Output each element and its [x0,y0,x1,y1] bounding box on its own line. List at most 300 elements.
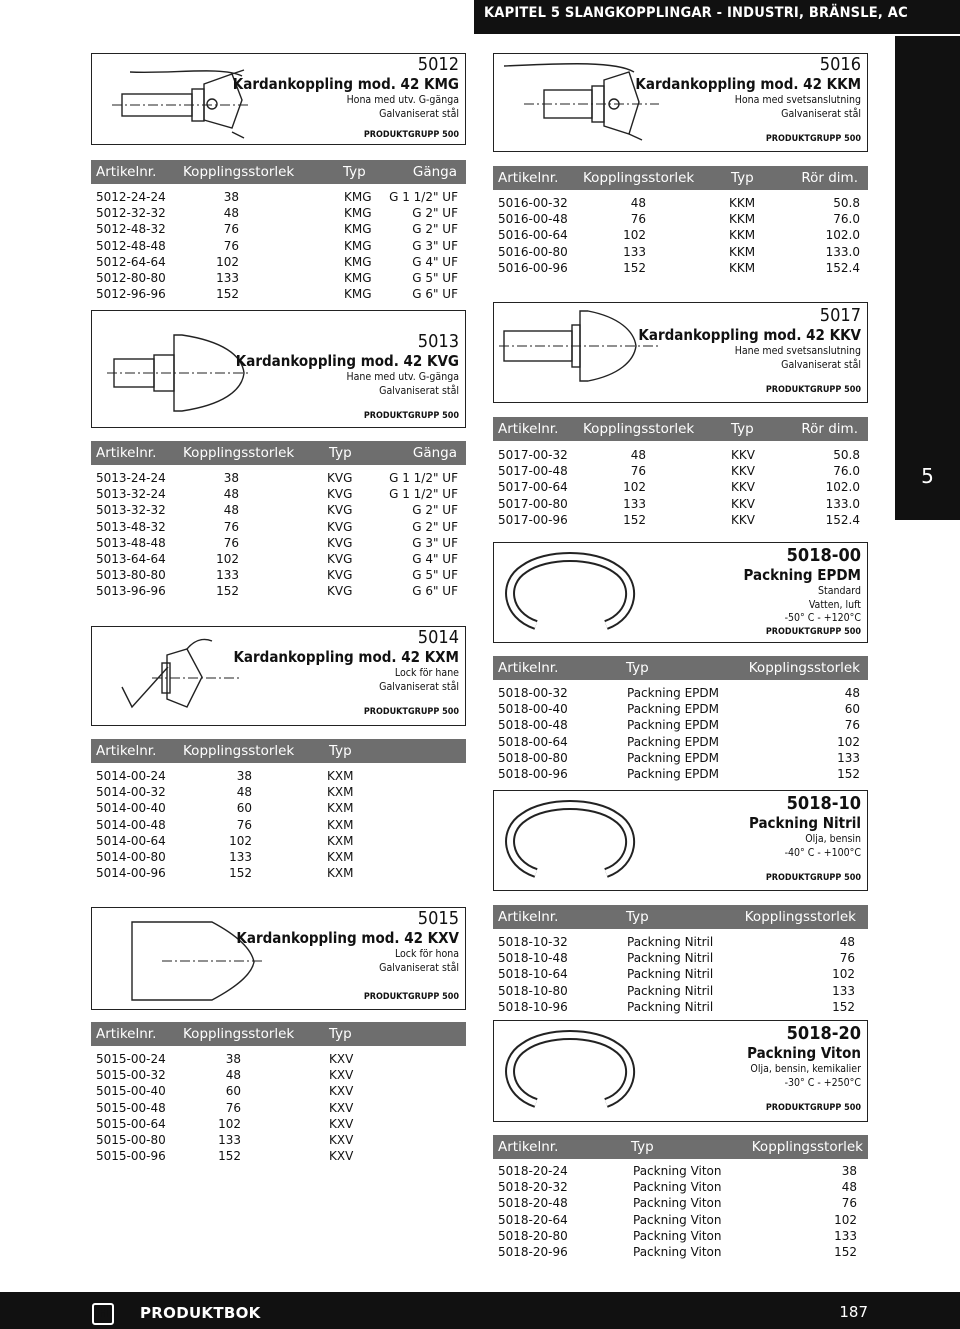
table-cell: KVG [327,535,353,550]
table-5016 [498,196,860,277]
table-row [96,190,458,206]
table-5013 [96,471,458,601]
table-row [498,735,860,751]
table-row [498,497,860,513]
table-row [96,850,458,866]
table-cell: G 2" UF [412,206,458,221]
table-header-5018-10 [493,905,868,929]
table-cell: 5013-96-96 [96,584,166,599]
table-row [96,866,458,882]
table-cell: 76.0 [833,464,860,479]
table-cell: 76 [844,718,860,733]
product-number: 5013 [417,331,459,352]
table-cell: Packning EPDM [627,750,719,765]
coupling-kmg-drawing [92,54,252,146]
table-header-5018-00 [493,656,868,680]
table-cell: KXM [327,817,354,832]
table-cell: 60 [236,801,252,816]
table-row [96,471,458,487]
table-cell: 133 [229,849,252,864]
table-cell: 76 [630,464,646,479]
product-desc-1: Olja, bensin [805,833,861,845]
table-cell: Packning Viton [633,1244,722,1259]
table-cell: 102 [623,480,646,495]
table-cell: KMG [344,190,372,204]
table-cell: KKM [729,244,756,259]
chapter-tab [895,36,960,520]
table-cell: KXV [329,1100,354,1115]
product-group: PRODUKTGRUPP 500 [765,385,861,395]
col-storlek: Kopplingsstorlek [744,909,856,925]
table-row [498,1245,860,1261]
table-cell: 133 [837,750,860,765]
table-cell: 50.8 [833,448,860,462]
chapter-header: KAPITEL 5 SLANGKOPPLINGAR - INDUSTRI, BRÄNSLE, AC [474,0,960,34]
table-row [498,702,860,718]
table-cell: 48 [630,448,646,462]
product-desc-1: Hona med svetsanslutning [734,94,861,106]
table-row [498,984,860,1000]
table-cell: 5012-80-80 [96,270,166,285]
product-group: PRODUKTGRUPP 500 [765,1103,861,1113]
product-desc-1: Hane med svetsanslutning [734,345,861,357]
table-cell: 5015-00-24 [96,1052,166,1066]
table-cell: 76 [225,1100,241,1115]
table-cell: 133.0 [825,496,860,511]
product-title: Packning EPDM [743,566,861,584]
table-cell: 5014-00-40 [96,801,166,816]
table-cell: 133 [623,244,646,259]
product-desc-1: Lock för hona [394,948,459,960]
table-cell: Packning EPDM [627,734,719,749]
table-cell: KKM [729,196,756,210]
table-cell: KXM [327,769,354,783]
table-cell: 133.0 [825,244,860,259]
col-storlek: Kopplingsstorlek [583,421,695,437]
table-row [96,818,458,834]
table-cell: Packning Nitril [627,951,714,966]
table-row [96,255,458,271]
table-cell: G 3" UF [412,238,458,253]
table-5015 [96,1052,458,1165]
product-group: PRODUKTGRUPP 500 [765,134,861,144]
product-desc-2: -30° C - +250°C [784,1076,861,1089]
product-desc-2: Galvaniserat stål [379,384,459,397]
col-artikelnr: Artikelnr. [96,164,157,180]
table-cell: KXV [329,1132,354,1147]
table-cell: 133 [216,270,239,285]
table-cell: 102 [218,1116,241,1131]
table-cell: 102 [834,1212,857,1227]
product-card-5013 [91,310,466,428]
table-cell: 48 [236,785,252,800]
table-cell: 5013-80-80 [96,568,166,583]
table-cell: 5018-10-80 [498,983,568,998]
table-cell: 152 [832,999,855,1014]
product-card-5014 [91,626,466,726]
table-cell: G 2" UF [412,519,458,534]
table-cell: 133 [218,1132,241,1147]
table-cell: KMG [344,206,372,221]
table-row [96,1068,458,1084]
table-row [498,951,860,967]
table-cell: KMG [344,287,372,302]
table-cell: G 5" UF [412,568,458,583]
table-cell: 152 [834,1244,857,1259]
table-cell: 48 [839,935,855,949]
table-cell: 5014-00-32 [96,785,166,800]
table-cell: KVG [327,487,353,502]
col-artikelnr: Artikelnr. [498,170,559,186]
table-row [498,448,860,464]
table-cell: 5013-48-48 [96,535,166,550]
col-storlek: Kopplingsstorlek [183,743,295,759]
col-artikelnr: Artikelnr. [96,1026,157,1042]
product-desc-2: Galvaniserat stål [379,961,459,974]
table-cell: 5015-00-96 [96,1149,166,1164]
table-cell: 76 [223,238,239,253]
col-typ: Typ [329,445,352,461]
table-cell: KXM [327,785,354,800]
coupling-kvg-drawing [92,311,252,429]
table-cell: 5016-00-80 [498,244,568,259]
table-cell: 102.0 [825,228,860,243]
col-storlek: Kopplingsstorlek [583,170,695,186]
table-cell: KXV [329,1084,354,1099]
table-cell: 5017-00-64 [498,480,568,495]
table-cell: 5018-10-96 [498,999,568,1014]
table-header-5017 [493,417,868,441]
table-cell: 133 [216,568,239,583]
table-cell: 48 [223,503,239,518]
table-row [498,228,860,244]
table-cell: 5018-10-48 [498,951,568,966]
col-typ: Typ [329,743,352,759]
table-row [96,222,458,238]
table-row [498,1229,860,1245]
chapter-tab-number: 5 [921,464,934,488]
table-cell: KVG [327,519,353,534]
brand-logo-icon: H [92,1303,114,1325]
table-cell: 5015-00-40 [96,1084,166,1099]
table-cell: Packning Nitril [627,967,714,982]
table-cell: 102 [623,228,646,243]
table-cell: KXV [329,1068,354,1083]
table-header-5012 [91,160,466,184]
table-row [498,1196,860,1212]
table-row [96,206,458,222]
table-row [96,520,458,536]
table-cell: KMG [344,222,372,237]
col-storlek: Kopplingsstorlek [751,1139,863,1155]
product-title: Kardankoppling mod. 42 KXV [236,929,459,947]
table-cell: 38 [223,190,239,204]
table-cell: 133 [834,1228,857,1243]
table-row [96,769,458,785]
table-cell: 48 [225,1068,241,1083]
table-cell: 5018-20-80 [498,1228,568,1243]
table-cell: 5018-20-96 [498,1244,568,1259]
table-cell: 5017-00-32 [498,448,568,462]
table-cell: 5016-00-32 [498,196,568,210]
table-row [96,1149,458,1165]
table-cell: G 2" UF [412,503,458,518]
product-card-5016 [493,53,868,152]
table-5017 [498,448,860,529]
product-desc-1: Hona med utv. G-gänga [346,94,459,106]
product-title: Kardankoppling mod. 42 KKV [638,326,861,344]
product-title: Kardankoppling mod. 42 KMG [232,75,459,93]
table-cell: Packning Nitril [627,935,714,949]
table-cell: KKV [731,496,755,511]
table-cell: 5018-10-32 [498,935,568,949]
table-row [498,245,860,261]
col-typ: Typ [731,170,754,186]
col-storlek: Kopplingsstorlek [183,445,295,461]
table-cell: 152 [216,287,239,302]
footer-label: PRODUKTBOK [140,1304,261,1322]
product-card-5017 [493,302,868,403]
table-5012 [96,190,458,303]
table-cell: 5015-00-64 [96,1116,166,1131]
table-cell: 5017-00-96 [498,512,568,527]
table-cell: 133 [832,983,855,998]
product-group: PRODUKTGRUPP 500 [363,707,459,717]
col-storlek: Kopplingsstorlek [748,660,860,676]
table-cell: 76 [839,951,855,966]
product-title: Packning Nitril [748,814,861,832]
table-cell: 152 [218,1149,241,1164]
col-artikelnr: Artikelnr. [498,660,559,676]
table-cell: Packning Nitril [627,983,714,998]
table-row [498,464,860,480]
product-title: Kardankoppling mod. 42 KVG [235,352,459,370]
table-cell: 48 [630,196,646,210]
table-cell: 5015-00-32 [96,1068,166,1083]
table-cell: KMG [344,270,372,285]
table-cell: KVG [327,584,353,599]
table-cell: 76 [223,519,239,534]
table-header-5013 [91,441,466,465]
product-number: 5017 [819,305,861,326]
col-typ: Typ [329,1026,352,1042]
table-cell: 5018-20-48 [498,1196,568,1211]
table-cell: 38 [236,769,252,783]
table-row [96,536,458,552]
table-cell: 5018-00-48 [498,718,568,733]
table-cell: 102 [216,551,239,566]
table-cell: Packning EPDM [627,766,719,781]
table-cell: 102 [216,254,239,269]
table-row [96,801,458,817]
table-cell: KVG [327,568,353,583]
table-cell: G 6" UF [412,287,458,302]
table-cell: 38 [225,1052,241,1066]
table-cell: 152 [216,584,239,599]
col-storlek: Kopplingsstorlek [183,1026,295,1042]
col-artikelnr: Artikelnr. [96,445,157,461]
product-group: PRODUKTGRUPP 500 [363,411,459,421]
table-5018-10 [498,935,860,1016]
product-number: 5014 [417,627,459,648]
table-cell: 5014-00-64 [96,833,166,848]
table-cell: 133 [623,496,646,511]
col-artikelnr: Artikelnr. [498,421,559,437]
table-row [498,480,860,496]
table-cell: KXM [327,833,354,848]
table-cell: KKV [731,512,755,527]
table-cell: KMG [344,254,372,269]
table-5018-00 [498,686,860,783]
table-row [498,1180,860,1196]
table-cell: 76.0 [833,212,860,227]
table-row [96,1101,458,1117]
table-cell: 5018-00-40 [498,702,568,717]
table-cell: G 6" UF [412,584,458,599]
table-cell: KKM [729,212,756,227]
table-cell: 152.4 [825,512,860,527]
col-typ: Typ [626,660,649,676]
table-cell: G 1 1/2" UF [389,471,458,485]
table-cell: KKM [729,260,756,275]
table-cell: 152 [623,512,646,527]
table-row [96,1084,458,1100]
page-number: 187 [839,1303,868,1321]
table-cell: 50.8 [833,196,860,210]
table-cell: 48 [223,487,239,502]
table-row [498,1000,860,1016]
table-cell: 76 [841,1196,857,1211]
product-desc-3: -50° C - +120°C [784,612,861,624]
footer-bar [0,1292,960,1329]
col-artikelnr: Artikelnr. [96,743,157,759]
table-row [96,584,458,600]
col-ganga: Gänga [412,445,457,461]
table-row [498,718,860,734]
table-row [96,487,458,503]
table-cell: 152 [229,866,252,881]
table-cell: 152 [623,260,646,275]
table-cell: KKM [729,228,756,243]
table-row [96,239,458,255]
table-row [498,686,860,702]
product-group: PRODUKTGRUPP 500 [363,992,459,1002]
table-header-5014 [91,739,466,763]
product-card-5012 [91,53,466,145]
table-cell: 5018-20-24 [498,1164,568,1178]
gasket-epdm-drawing [494,543,654,644]
table-cell: 5012-24-24 [96,190,166,204]
product-card-5018-20 [493,1020,868,1122]
table-header-5016 [493,166,868,190]
table-cell: 5012-48-48 [96,238,166,253]
product-number: 5018-10 [786,793,861,814]
product-group: PRODUKTGRUPP 500 [765,626,861,637]
product-card-5015 [91,907,466,1010]
product-title: Kardankoppling mod. 42 KXM [233,648,459,666]
table-row [498,196,860,212]
table-cell: 5012-64-64 [96,254,166,269]
product-number: 5015 [417,908,459,929]
table-cell: 5017-00-48 [498,464,568,479]
gasket-viton-drawing [494,1021,654,1123]
table-cell: Packning EPDM [627,686,719,700]
table-cell: KKV [731,480,755,495]
table-cell: 5014-00-24 [96,769,166,783]
table-cell: KXV [329,1149,354,1164]
table-cell: G 4" UF [412,254,458,269]
product-desc-2: Galvaniserat stål [781,107,861,120]
table-cell: 5018-00-64 [498,734,568,749]
table-cell: 38 [223,471,239,485]
table-cell: 5016-00-48 [498,212,568,227]
table-row [96,1052,458,1068]
table-cell: 76 [630,212,646,227]
table-cell: KXM [327,849,354,864]
table-row [96,552,458,568]
table-cell: 48 [223,206,239,221]
product-number: 5018-00 [786,545,861,566]
table-cell: KXV [329,1052,354,1066]
table-cell: 5018-00-96 [498,766,568,781]
product-desc-2: Galvaniserat stål [379,107,459,120]
product-number: 5018-20 [786,1023,861,1044]
col-rordim: Rör dim. [801,170,858,186]
col-rordim: Rör dim. [801,421,858,437]
table-cell: Packning EPDM [627,718,719,733]
col-typ: Typ [731,421,754,437]
col-ganga: Gänga [412,164,457,180]
table-row [498,212,860,228]
product-desc-2: Vatten, luft [808,598,861,611]
table-row [498,1164,860,1180]
col-typ: Typ [631,1139,654,1155]
table-cell: Packning Viton [633,1212,722,1227]
table-header-5015 [91,1022,466,1046]
product-desc-2: -40° C - +100°C [784,846,861,859]
table-row [498,935,860,951]
table-row [96,1133,458,1149]
table-cell: 5013-32-32 [96,503,166,518]
table-cell: 48 [841,1180,857,1195]
table-cell: Packning EPDM [627,702,719,717]
col-artikelnr: Artikelnr. [498,1139,559,1155]
table-cell: KXM [327,866,354,881]
table-cell: G 4" UF [412,551,458,566]
table-row [96,271,458,287]
product-card-5018-00 [493,542,868,643]
table-cell: 5018-00-80 [498,750,568,765]
product-group: PRODUKTGRUPP 500 [765,873,861,883]
table-5018-20 [498,1164,860,1261]
table-cell: KVG [327,471,353,485]
table-row [96,1117,458,1133]
table-row [96,287,458,303]
table-row [498,261,860,277]
table-cell: 5018-10-64 [498,967,568,982]
table-cell: 48 [844,686,860,700]
table-cell: 5015-00-80 [96,1132,166,1147]
table-cell: 60 [225,1084,241,1099]
table-cell: 60 [844,702,860,717]
table-cell: Packning Viton [633,1228,722,1243]
table-row [498,513,860,529]
table-cell: 5014-00-96 [96,866,166,881]
table-row [96,834,458,850]
table-cell: 5017-00-80 [498,496,568,511]
product-desc-1: Olja, bensin, kemikalier [750,1063,861,1075]
table-cell: G 5" UF [412,270,458,285]
